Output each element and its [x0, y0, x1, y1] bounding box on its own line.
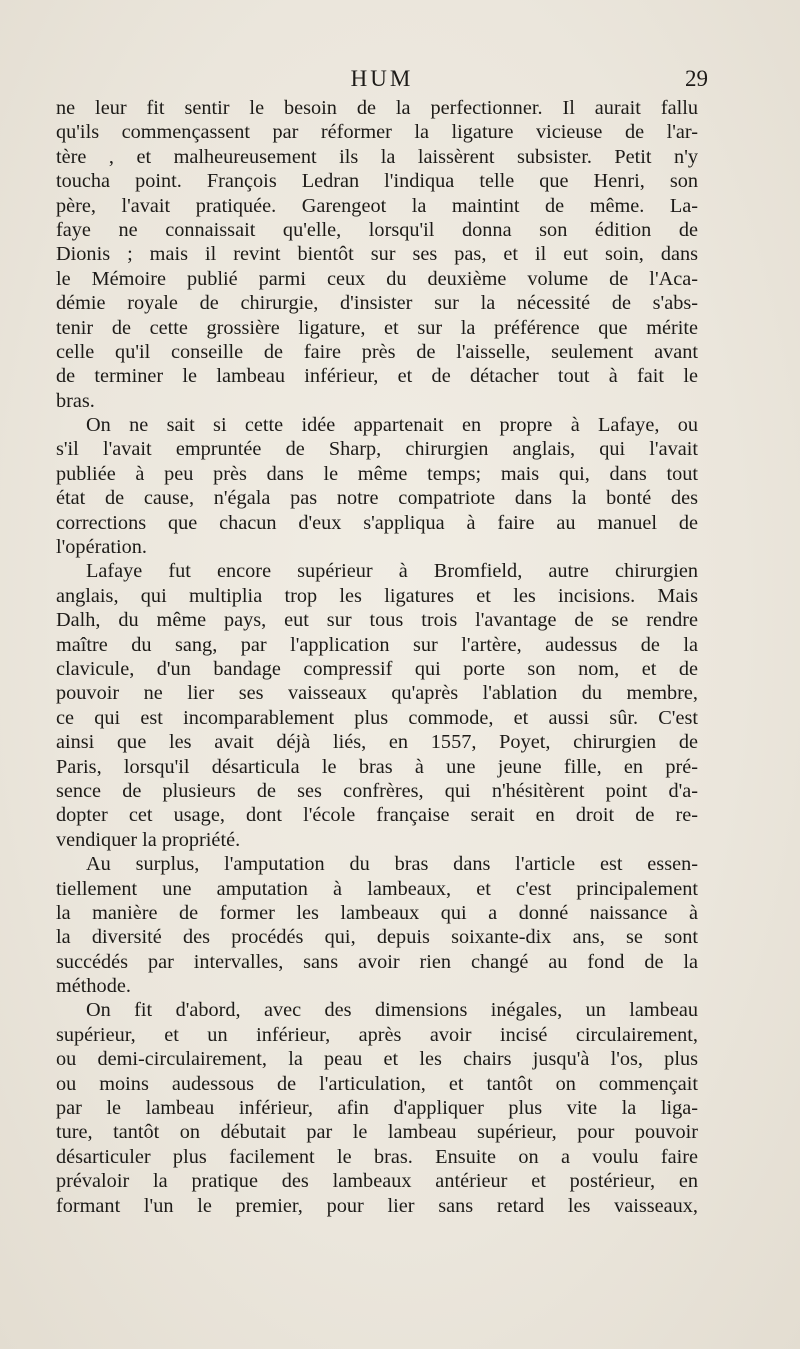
- text-line: dopter cet usage, dont l'école française serait en droit de re-: [56, 804, 698, 827]
- text-line: Lafaye fut encore supérieur à Bromfield, autre chirurgien: [86, 560, 698, 583]
- text-line: bras.: [56, 389, 95, 412]
- text-line: méthode.: [56, 975, 131, 998]
- text-line: vendiquer la propriété.: [56, 828, 241, 851]
- text-line: formant l'un le premier, pour lier sans retard les vaisseaux,: [56, 1194, 698, 1217]
- text-line: le Mémoire publié parmi ceux du deuxième volume de l'Aca-: [56, 267, 698, 290]
- text-line: ture, tantôt on débutait par le lambeau supérieur, pour pouvoir: [56, 1121, 698, 1144]
- text-line: la manière de former les lambeaux qui a donné naissance à: [56, 901, 698, 924]
- text-line: s'il l'avait empruntée de Sharp, chirurgien anglais, qui l'avait: [56, 438, 698, 461]
- text-line: sence de plusieurs de ses confrères, qui n'hésitèrent point d'a-: [56, 779, 698, 802]
- text-line: qu'ils commençassent par réformer la ligature vicieuse de l'ar-: [56, 121, 698, 144]
- text-line: état de cause, n'égala pas notre compatriote dans la bonté des: [56, 487, 698, 510]
- text-line: désarticuler plus facilement le bras. Ensuite on a voulu faire: [56, 1145, 698, 1168]
- text-line: tenir de cette grossière ligature, et sur la préférence que mérite: [56, 316, 698, 339]
- text-line: tère , et malheureusement ils la laissèrent subsister. Petit n'y: [56, 145, 698, 168]
- text-line: ou demi-circulairement, la peau et les chairs jusqu'à l'os, plus: [56, 1048, 698, 1071]
- paragraph: [56, 413, 698, 559]
- text-line: clavicule, d'un bandage compressif qui porte son nom, et de: [56, 657, 698, 680]
- text-line: Paris, lorsqu'il désarticula le bras à une jeune fille, en pré-: [56, 755, 698, 778]
- text-line: On fit d'abord, avec des dimensions inégales, un lambeau: [86, 999, 698, 1022]
- page-number: 29: [685, 66, 708, 91]
- paragraph: [56, 998, 698, 1218]
- text-line: anglais, qui multiplia trop les ligatures et les incisions. Mais: [56, 584, 698, 607]
- text-line: maître du sang, par l'application sur l'artère, audessus de la: [56, 633, 698, 656]
- text-line: toucha point. François Ledran l'indiqua telle que Henri, son: [56, 170, 698, 193]
- text-line: ne leur fit sentir le besoin de la perfectionner. Il aurait fallu: [56, 97, 698, 119]
- text-line: prévaloir la pratique des lambeaux antérieur et postérieur, en: [56, 1170, 698, 1193]
- text-line: ou moins audessous de l'articulation, et tantôt on commençait: [56, 1072, 698, 1095]
- text-line: Dalh, du même pays, eut sur tous trois l'avantage de se rendre: [56, 609, 698, 632]
- running-head: HUM: [350, 66, 414, 91]
- paragraph: [56, 852, 698, 998]
- text-line: par le lambeau inférieur, afin d'appliquer plus vite la liga-: [56, 1097, 698, 1120]
- text-line: la diversité des procédés qui, depuis soixante-dix ans, se sont: [56, 926, 698, 949]
- text-line: faye ne connaissait qu'elle, lorsqu'il donna son édition de: [56, 218, 698, 241]
- text-line: ce qui est incomparablement plus commode, et aussi sûr. C'est: [56, 706, 698, 729]
- text-line: l'opération.: [56, 536, 147, 559]
- text-line: supérieur, et un inférieur, après avoir incisé circulairement,: [56, 1023, 698, 1046]
- text-line: de terminer le lambeau inférieur, et de détacher tout à fait le: [56, 365, 698, 388]
- body-text: [56, 96, 698, 1218]
- text-line: tiellement une amputation à lambeaux, et c'est principalement: [56, 877, 698, 900]
- text-line: ainsi que les avait déjà liés, en 1557, Poyet, chirurgien de: [56, 731, 698, 754]
- text-line: On ne sait si cette idée appartenait en propre à Lafaye, ou: [86, 414, 698, 437]
- text-line: Au surplus, l'amputation du bras dans l'article est essen-: [86, 853, 698, 876]
- text-line: Dionis ; mais il revint bientôt sur ses pas, et il eut soin, dans: [56, 243, 698, 266]
- text-line: celle qu'il conseille de faire près de l'aisselle, seulement avant: [56, 340, 698, 363]
- text-line: père, l'avait pratiquée. Garengeot la maintint de même. La-: [56, 194, 698, 217]
- paragraph: [56, 559, 698, 852]
- text-line: pouvoir ne lier ses vaisseaux qu'après l'ablation du membre,: [56, 682, 698, 705]
- text-line: corrections que chacun d'eux s'appliqua à faire au manuel de: [56, 511, 698, 534]
- text-line: succédés par intervalles, sans avoir rien changé au fond de la: [56, 950, 698, 973]
- paragraph: [56, 96, 698, 413]
- text-line: publiée à peu près dans le même temps; mais qui, dans tout: [56, 462, 698, 485]
- page-header: [56, 66, 708, 96]
- text-line: démie royale de chirurgie, d'insister sur la nécessité de s'abs-: [56, 292, 698, 315]
